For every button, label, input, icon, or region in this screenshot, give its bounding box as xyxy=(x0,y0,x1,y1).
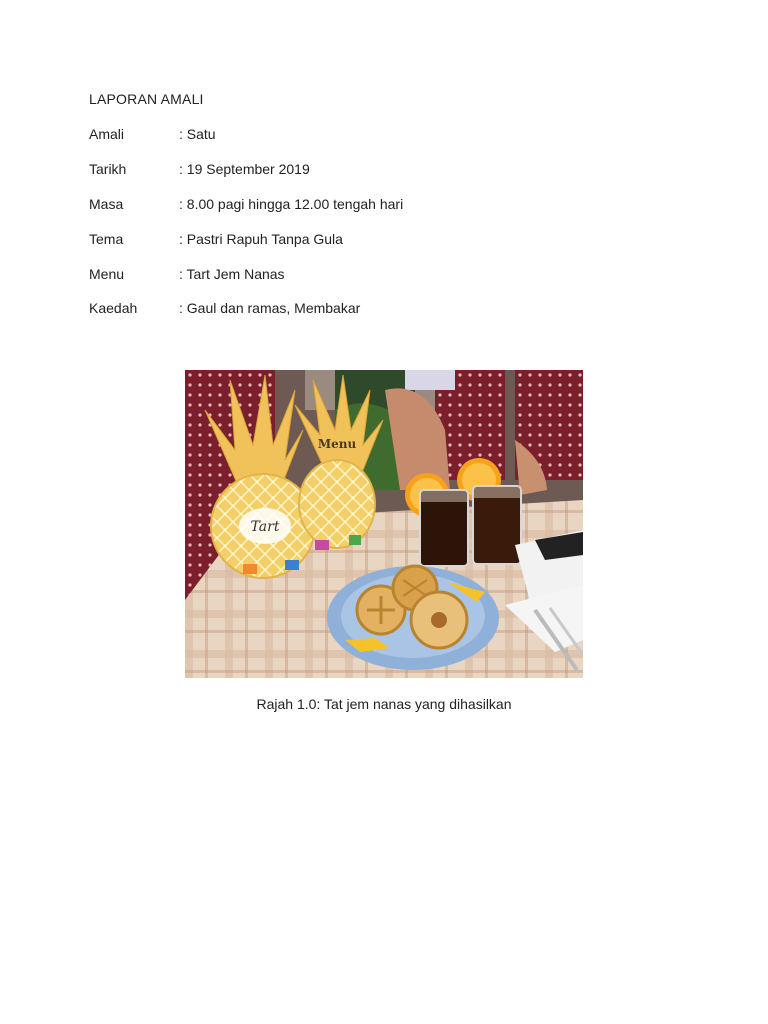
field-value: : Satu xyxy=(179,126,216,142)
field-value: : 8.00 pagi hingga 12.00 tengah hari xyxy=(179,196,404,212)
field-value: : 19 September 2019 xyxy=(179,161,310,177)
field-value: : Gaul dan ramas, Membakar xyxy=(179,300,361,316)
field-value: : Tart Jem Nanas xyxy=(179,266,285,282)
field-label: Tema xyxy=(89,231,124,247)
field-row-tarikh xyxy=(89,161,310,177)
report-title: LAPORAN AMALI xyxy=(89,91,204,107)
field-label: Amali xyxy=(89,126,125,142)
field-label: Tarikh xyxy=(89,161,127,177)
field-row-amali xyxy=(89,126,216,142)
field-row-menu xyxy=(89,266,285,282)
field-label: Menu xyxy=(89,266,125,282)
field-row-masa xyxy=(89,196,403,212)
field-label: Masa xyxy=(89,196,124,212)
field-row-tema xyxy=(89,231,343,247)
field-label: Kaedah xyxy=(89,300,138,316)
field-row-kaedah xyxy=(89,300,360,316)
menu-text: Menu xyxy=(317,437,357,451)
field-value: : Pastri Rapuh Tanpa Gula xyxy=(179,231,343,247)
tart-photo xyxy=(185,370,583,678)
figure-caption: Rajah 1.0: Tat jem nanas yang dihasilkan xyxy=(256,696,512,712)
sign-text: Tart xyxy=(250,519,280,535)
